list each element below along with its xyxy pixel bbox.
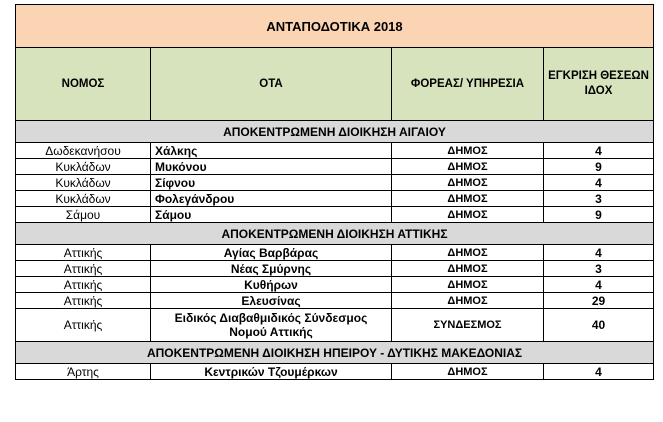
table-row — [16, 261, 654, 277]
cell-count: 4 — [544, 277, 654, 293]
table-row — [16, 245, 654, 261]
cell-foreas: ΣΥΝΔΕΣΜΟΣ — [392, 309, 544, 342]
cell-ota: Κυθήρων — [151, 277, 392, 293]
table-title: ΑΝΤΑΠΟΔΟΤΙΚΑ 2018 — [16, 5, 654, 48]
cell-foreas: ΔΗΜΟΣ — [392, 277, 544, 293]
title-row — [16, 5, 654, 48]
region-title: ΑΠΟΚΕΝΤΡΩΜΕΝΗ ΔΙΟΙΚΗΣΗ ΑΙΓΑΙΟΥ — [16, 121, 654, 143]
table-row — [16, 309, 654, 342]
table-row — [16, 277, 654, 293]
cell-count: 4 — [544, 143, 654, 159]
cell-nomos: Αττικής — [16, 309, 151, 342]
cell-ota: Φολεγάνδρου — [151, 191, 392, 207]
cell-count: 3 — [544, 191, 654, 207]
region-title: ΑΠΟΚΕΝΤΡΩΜΕΝΗ ΔΙΟΙΚΗΣΗ ΑΤΤΙΚΗΣ — [16, 223, 654, 245]
header-ota: ΟΤΑ — [151, 48, 392, 121]
table-row — [16, 293, 654, 309]
cell-foreas: ΔΗΜΟΣ — [392, 261, 544, 277]
cell-foreas: ΔΗΜΟΣ — [392, 191, 544, 207]
header-foreas: ΦΟΡΕΑΣ/ ΥΠΗΡΕΣΙΑ — [392, 48, 544, 121]
cell-count: 3 — [544, 261, 654, 277]
cell-nomos: Κυκλάδων — [16, 159, 151, 175]
cell-ota: Κεντρικών Τζουμέρκων — [151, 364, 392, 380]
table-row — [16, 159, 654, 175]
cell-foreas: ΔΗΜΟΣ — [392, 364, 544, 380]
cell-count: 9 — [544, 207, 654, 223]
cell-nomos: Άρτης — [16, 364, 151, 380]
cell-foreas: ΔΗΜΟΣ — [392, 159, 544, 175]
cell-foreas: ΔΗΜΟΣ — [392, 143, 544, 159]
header-row — [16, 48, 654, 121]
table-row — [16, 364, 654, 380]
cell-foreas: ΔΗΜΟΣ — [392, 293, 544, 309]
cell-count: 40 — [544, 309, 654, 342]
cell-foreas: ΔΗΜΟΣ — [392, 245, 544, 261]
cell-nomos: Κυκλάδων — [16, 191, 151, 207]
cell-nomos: Αττικής — [16, 277, 151, 293]
cell-count: 9 — [544, 159, 654, 175]
cell-ota: Ειδικός Διαβαθμιδικός Σύνδεσμος Νομού Αττικής — [151, 309, 392, 342]
region-row — [16, 342, 654, 364]
cell-ota: Μυκόνου — [151, 159, 392, 175]
cell-nomos: Δωδεκανήσου — [16, 143, 151, 159]
cell-ota: Σάμου — [151, 207, 392, 223]
region-row — [16, 223, 654, 245]
positions-table — [15, 4, 654, 380]
cell-ota: Αγίας Βαρβάρας — [151, 245, 392, 261]
cell-count: 29 — [544, 293, 654, 309]
region-row — [16, 121, 654, 143]
document-table-wrapper — [15, 4, 653, 380]
header-egkrisi: ΕΓΚΡΙΣΗ ΘΕΣΕΩΝ ΙΔΟΧ — [544, 48, 654, 121]
table-row — [16, 207, 654, 223]
cell-count: 4 — [544, 364, 654, 380]
cell-count: 4 — [544, 245, 654, 261]
header-nomos: ΝΟΜΟΣ — [16, 48, 151, 121]
cell-nomos: Αττικής — [16, 293, 151, 309]
cell-ota: Νέας Σμύρνης — [151, 261, 392, 277]
table-row — [16, 175, 654, 191]
cell-nomos: Κυκλάδων — [16, 175, 151, 191]
cell-ota: Σίφνου — [151, 175, 392, 191]
table-row — [16, 191, 654, 207]
cell-foreas: ΔΗΜΟΣ — [392, 175, 544, 191]
table-row — [16, 143, 654, 159]
cell-count: 4 — [544, 175, 654, 191]
cell-ota: Ελευσίνας — [151, 293, 392, 309]
cell-ota: Χάλκης — [151, 143, 392, 159]
cell-nomos: Αττικής — [16, 245, 151, 261]
cell-foreas: ΔΗΜΟΣ — [392, 207, 544, 223]
cell-nomos: Σάμου — [16, 207, 151, 223]
cell-nomos: Αττικής — [16, 261, 151, 277]
region-title: ΑΠΟΚΕΝΤΡΩΜΕΝΗ ΔΙΟΙΚΗΣΗ ΗΠΕΙΡΟΥ - ΔΥΤΙΚΗΣ ΜΑΚΕΔΟΝΙΑΣ — [16, 342, 654, 364]
